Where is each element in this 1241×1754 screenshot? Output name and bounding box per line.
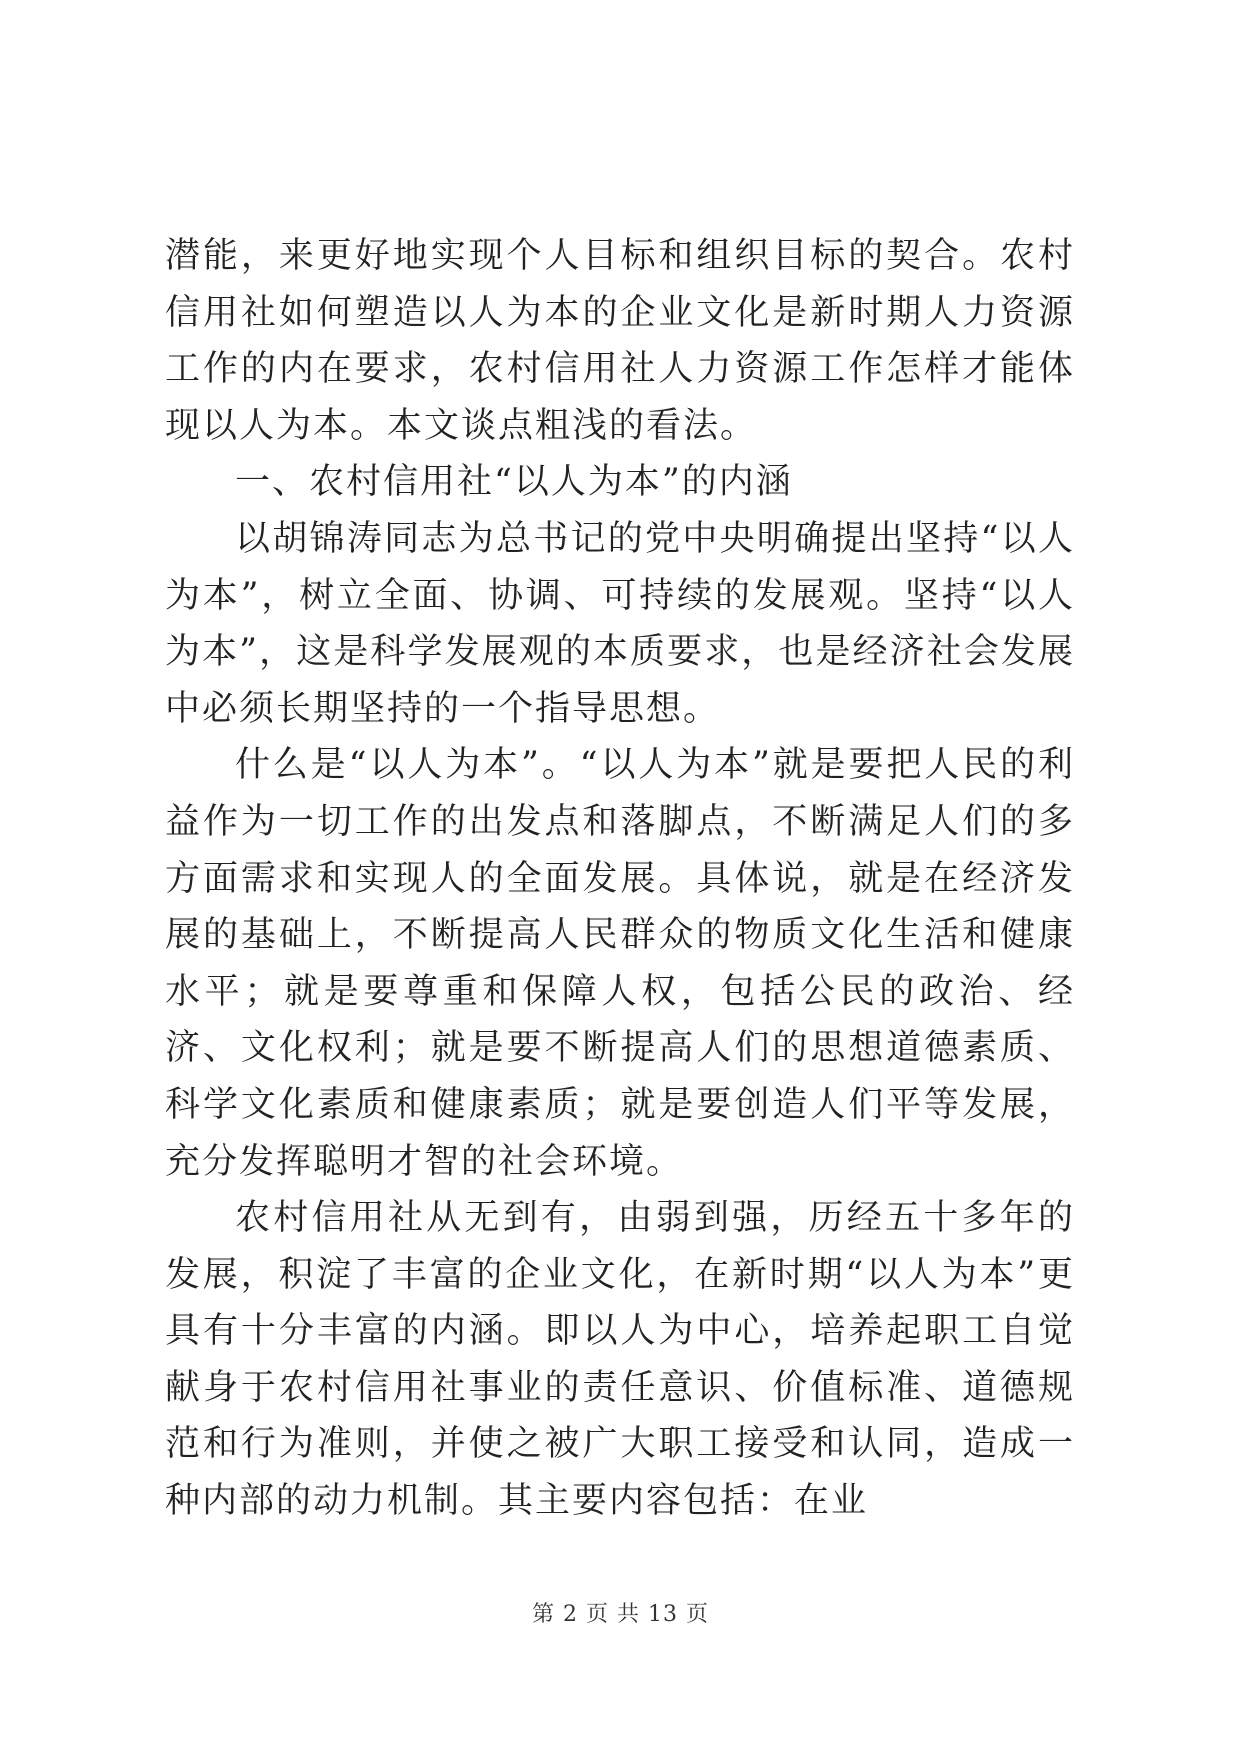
document-body (165, 228, 1075, 1530)
paragraph-policy: 以胡锦涛同志为总书记的党中央明确提出坚持“以人为本”，树立全面、协调、可持续的发展观。坚持“以人为本”，这是科学发展观的本质要求，也是经济社会发展中必须长期坚持的一个指导思想。 (165, 518, 1075, 729)
section-heading: 一、农村信用社“以人为本”的内涵 (235, 462, 793, 503)
paragraph-intro-continuation: 潜能，来更好地实现个人目标和组织目标的契合。农村信用社如何塑造以人为本的企业文化是新时期人力资源工作的内在要求，农村信用社人力资源工作怎样才能体现以人为本。本文谈点粗浅的看法。 (165, 236, 1075, 446)
page-footer: 第 2 页 共 13 页 (532, 1602, 709, 1627)
paragraph-credit-union: 农村信用社从无到有，由弱到强，历经五十多年的发展，积淀了丰富的企业文化，在新时期“以人为本”更具有十分丰富的内涵。即以人为中心，培养起职工自觉献身于农村信用社事业的责任意识、价值标准、道德规范和行为准则，并使之被广大职工接受和认同，造成一种内部的动力机制。其主要内容包括：在业 (165, 1198, 1075, 1522)
paragraph-definition: 什么是“以人为本”。“以人为本”就是要把人民的利益作为一切工作的出发点和落脚点，不断满足人们的多方面需求和实现人的全面发展。具体说，就是在经济发展的基础上，不断提高人民群众的物质文化生活和健康水平；就是要尊重和保障人权，包括公民的政治、经济、文化权利；就是要不断提高人们的思想道德素质、科学文化素质和健康素质；就是要创造人们平等发展，充分发挥聪明才智的社会环境。 (165, 745, 1075, 1182)
